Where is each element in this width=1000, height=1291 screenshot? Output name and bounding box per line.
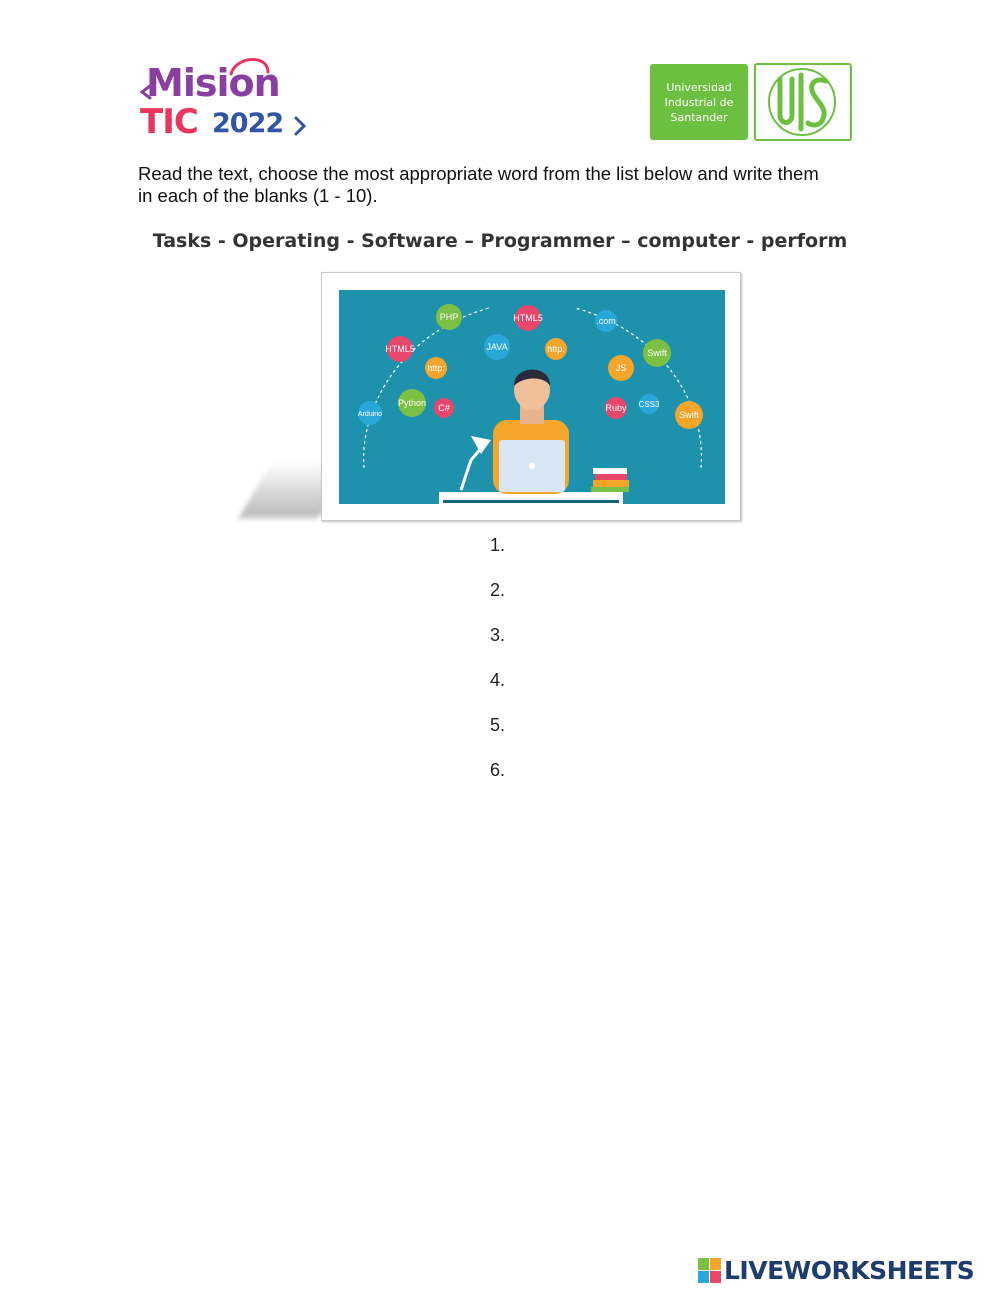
- bubble-csharp: [434, 398, 454, 418]
- bubble-js: [608, 355, 634, 381]
- bubble-label: .com: [596, 316, 616, 326]
- instructions-text: [138, 163, 868, 207]
- answer-blank-6: 6.: [490, 760, 506, 780]
- bubble-python: [398, 389, 426, 417]
- mision-tic-logo: [136, 56, 311, 146]
- bubble-label: JS: [615, 363, 627, 373]
- bubble-http-center: [545, 338, 567, 360]
- uis-line-2: Industrial de: [664, 95, 734, 109]
- bubble-com: [595, 310, 617, 332]
- answer-blank-4: 4.: [490, 670, 506, 690]
- bubble-swift-right: [675, 401, 703, 429]
- programmer-illustration: [321, 272, 741, 521]
- uis-emblem-icon: [756, 65, 850, 139]
- bubble-label: CSS3: [638, 400, 660, 409]
- logo-year-text: 2022: [212, 108, 284, 139]
- liveworksheets-logo-icon: [698, 1258, 722, 1284]
- instructions-line-1: Read the text, choose the most appropriate word from the list below and write them: [138, 163, 819, 184]
- bubble-label: Arduino: [357, 411, 383, 418]
- bubble-php: [436, 304, 462, 330]
- answer-blank-1: 1.: [490, 535, 506, 555]
- instructions-line-2: in each of the blanks (1 - 10).: [138, 185, 378, 206]
- uis-line-3: Santander: [670, 110, 728, 124]
- bubble-http-left: [425, 357, 447, 379]
- programmer-illustration-graphic: [339, 290, 725, 504]
- bubble-ruby: [605, 397, 627, 419]
- bubble-label: http:: [547, 344, 565, 354]
- bubble-java: [484, 334, 510, 360]
- bubble-label: Swift: [647, 348, 667, 358]
- bubble-label: Ruby: [605, 403, 627, 413]
- bubble-label: HTML5: [513, 313, 543, 323]
- liveworksheets-brand: [698, 1256, 994, 1286]
- bubble-label: PHP: [439, 312, 459, 322]
- liveworksheets-wordmark: LIVEWORKSHEETS: [724, 1256, 975, 1285]
- answer-blank-5: 5.: [490, 715, 506, 735]
- bubble-label: C#: [438, 403, 450, 413]
- uis-name-block: [650, 64, 748, 140]
- bubble-label: HTML5: [385, 344, 415, 354]
- bubble-label: Python: [397, 398, 427, 408]
- logo-tic-text: TIC: [140, 102, 198, 142]
- uis-line-1: Universidad: [666, 80, 732, 94]
- bubble-label: http:: [427, 363, 445, 373]
- uis-emblem: [754, 63, 852, 141]
- bubble-label: JAVA: [486, 342, 508, 352]
- answer-blank-3: 3.: [490, 625, 506, 645]
- word-bank: Tasks - Operating - Software – Programmer – computer - perform: [152, 230, 848, 252]
- logo-mision-text: Mision: [146, 61, 280, 105]
- answer-blank-2: 2.: [490, 580, 506, 600]
- bubble-label: Swift: [679, 410, 699, 420]
- bubble-arduino: [358, 401, 382, 425]
- bubble-swift-top: [643, 339, 671, 367]
